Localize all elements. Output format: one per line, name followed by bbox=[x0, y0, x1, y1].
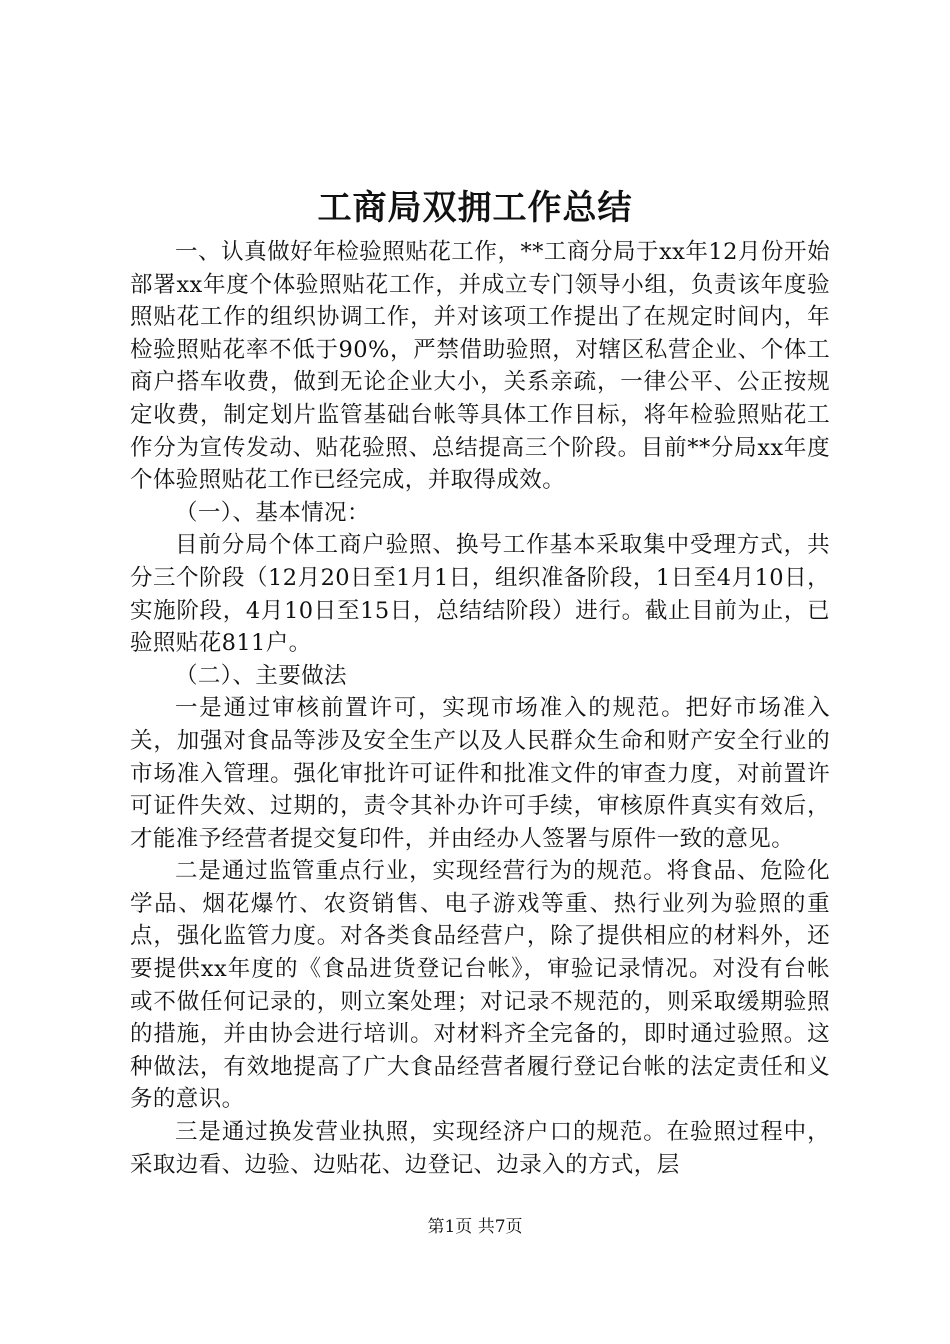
paragraph-annual-inspection: 一、认真做好年检验照贴花工作，**工商分局于xx年12月份开始部署xx年度个体验照贴花工作，并成立专门领导小组，负责该年度验照贴花工作的组织协调工作，并对该项工作提出了在规定时间内，年检验照贴花率不低于90%，严禁借助验照，对辖区私营企业、个体工商户搭车收费，做到无论企业大小，关系亲疏，一律公平、公正按规定收费，制定划片监管基础台帐等具体工作目标，将年检验照贴花工作分为宣传发动、贴花验照、总结提高三个阶段。目前**分局xx年度个体验照贴花工作已经完成，并取得成效。 bbox=[130, 239, 830, 494]
document-title: 工商局双拥工作总结 bbox=[317, 188, 633, 228]
paragraph-practice-one: 一是通过审核前置许可，实现市场准入的规范。把好市场准入关，加强对食品等涉及安全生产以及人民群众生命和财产安全行业的市场准入管理。强化审批许可证件和批准文件的审查力度，对前置许可证件失效、过期的，责令其补办许可手续，审核原件真实有效后，才能准予经营者提交复印件，并由经办人签署与原件一致的意见。 bbox=[130, 695, 830, 852]
paragraph-practice-two: 二是通过监管重点行业，实现经营行为的规范。将食品、危险化学品、烟花爆竹、农资销售、电子游戏等重、热行业列为验照的重点，强化监管力度。对各类食品经营户，除了提供相应的材料外，还要提供xx年度的《食品进货登记台帐》，审验记录情况。对没有台帐或不做任何记录的，则立案处理；对记录不规范的，则采取缓期验照的措施，并由协会进行培训。对材料齐全完备的，即时通过验照。这种做法，有效地提高了广大食品经营者履行登记台帐的法定责任和义务的意识。 bbox=[130, 858, 830, 1113]
paragraph-basic-situation: 目前分局个体工商户验照、换号工作基本采取集中受理方式，共分三个阶段（12月20日至1月1日，组织准备阶段，1日至4月10日，实施阶段，4月10日至15日，总结结阶段）进行。截止目前为止，已验照贴花811户。 bbox=[130, 532, 830, 657]
section-heading-main-practices: （二）、主要做法 bbox=[175, 662, 347, 689]
section-heading-basic-situation: （一）、基本情况： bbox=[175, 499, 370, 526]
page-number-footer: 第1页 共7页 bbox=[427, 1217, 523, 1237]
paragraph-practice-three: 三是通过换发营业执照，实现经济户口的规范。在验照过程中，采取边看、边验、边贴花、边登记、边录入的方式，层 bbox=[130, 1119, 830, 1178]
document-body bbox=[130, 236, 830, 1181]
